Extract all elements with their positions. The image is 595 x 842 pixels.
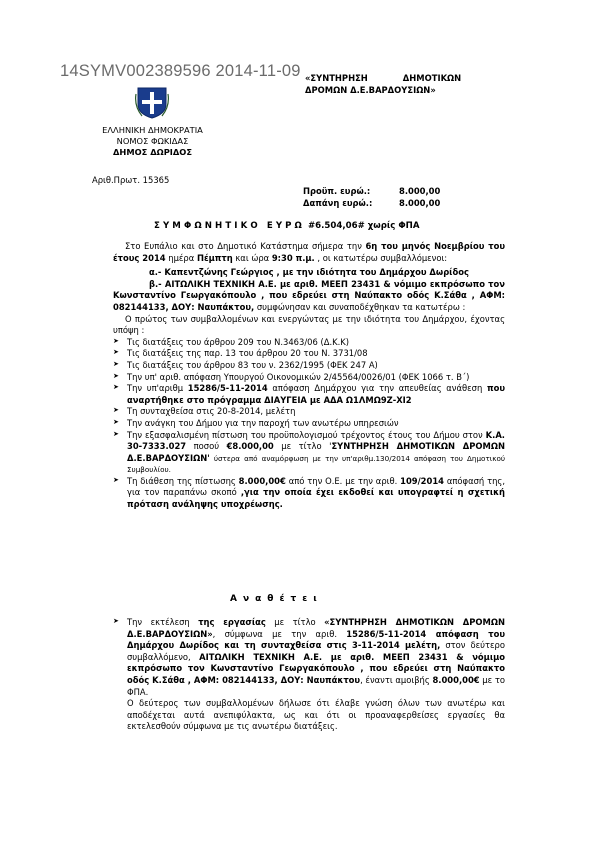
list-item-text: Την εξασφαλισμένη πίστωση του προϋπολογισμού τρέχοντος έτους του Δήμου στον: [127, 429, 486, 440]
assign-text: στον δεύτερο συμβαλλόμενο,: [127, 640, 505, 662]
list-item-text: με τίτλο ': [273, 441, 332, 452]
list-item-text: Τη συνταχθείσα στις 20-8-2014, μελέτη: [127, 406, 296, 417]
closing-paragraph: Ο δεύτερος των συμβαλλομένων δήλωσε ότι έλαβε γνώση όλων των ανωτέρω και αποδέχεται αυτά ανεπιφύλακτα, ως και ότι οι προαναφερθείσες εργασίες θα εκτελεσθούν σύμφωνα με τις ανωτέρω διατάξεις.: [127, 698, 505, 732]
budget-code: Κ.Α. 30-7333.027: [127, 429, 505, 452]
arrow-bullet-icon: ➤: [113, 348, 119, 357]
protocol-number: Αριθ.Πρωτ. 15365: [92, 175, 170, 185]
assign-text: με το ΦΠΑ.: [127, 674, 505, 697]
list-item: [113, 476, 505, 511]
list-item: [113, 348, 505, 360]
party-b: [113, 279, 505, 314]
intro-text: και ώρα: [232, 252, 272, 263]
intro-time: 9:30 π.μ.: [271, 252, 315, 263]
issuer-block: [60, 125, 245, 159]
project-title-block: [305, 73, 510, 97]
document-title: [154, 221, 420, 233]
intro-paragraph: [113, 241, 505, 264]
issuer-line: ΔΗΜΟΣ ΔΩΡΙΔΟΣ: [112, 147, 192, 158]
budget-value: 8.000,00: [399, 197, 441, 208]
list-item-text: Τις διατάξεις του άρθρου 209 του Ν.3463/06 (Δ.Κ.Κ): [127, 336, 350, 347]
list-item-text: Τη διάθεση της πίστωσης: [127, 475, 239, 486]
intro-text: ημέρα: [165, 252, 197, 263]
list-item-text: ποσού: [186, 441, 227, 452]
contractor-details: ΑΙΤΩΛΙΚΗ ΤΕΧΝΙΚΗ Α.Ε. με αριθ. ΜΕΕΠ 23431 & νόμιμο εκπρόσωπο τον Κωνσταντίνο Γεωργακόπουλο , που εδρεύει στη Ναύπακτο οδός Κ.Σάθα , ΑΦΜ: 082144133, ΔΟΥ: Ναυπάκτου: [127, 651, 505, 685]
budget-label: Προϋπ. ευρώ.:: [303, 186, 371, 196]
arrow-bullet-icon: ➤: [113, 617, 119, 625]
arrow-bullet-icon: ➤: [113, 417, 119, 426]
project-name: ΣΥΝΤΗΡΗΣΗ ΔΗΜΟΤΙΚΩΝ ΔΡΟΜΩΝ Δ.Ε.ΒΑΡΔΟΥΣΙΩΝ': [127, 441, 505, 463]
list-item: [113, 383, 505, 406]
first-party-paragraph: Ο πρώτος των συμβαλλομένων και ενεργώντας με την ιδιότητα του Δημάρχου, έχοντας υπόψη :: [113, 313, 505, 336]
assign-text: , σύμφωνα με την αριθ.: [212, 628, 347, 639]
intro-text: , οι κατωτέρω συμβαλλόμενοι:: [314, 252, 448, 263]
issuer-line: ΕΛΛΗΝΙΚΗ ΔΗΜΟΚΡΑΤΙΑ: [102, 125, 203, 135]
title-amount: #6.504,06# χωρίς ΦΠΑ: [304, 221, 420, 231]
intro-weekday: Πέμπτη: [196, 252, 233, 263]
list-item-text: Την ανάγκη του Δήμου για την παροχή των ανωτέρω υπηρεσιών: [127, 417, 399, 428]
project-name: «ΣΥΝΤΗΡΗΣΗ ΔΗΜΟΤΙΚΩΝ ΔΡΟΜΩΝ Δ.Ε.ΒΑΡΔΟΥΣΙΩΝ»: [127, 617, 505, 639]
arrow-bullet-icon: ➤: [113, 359, 119, 368]
commitment-note: ,για την οποία έχει εκδοθεί και υπογραφτεί η σχετική πρόταση ανάληψης υποχρέωσης.: [127, 487, 505, 510]
considerations-list: [113, 337, 505, 511]
budget-label: Δαπάνη ευρώ.:: [303, 197, 373, 208]
arrow-bullet-icon: ➤: [113, 371, 119, 380]
assign-text: με τίτλο: [265, 617, 325, 627]
list-item-text: απόφασή της, για τον παραπάνω σκοπό: [127, 475, 506, 498]
list-item-text: Τις διατάξεις του άρθρου 83 του ν. 2362/1995 (ΦΕΚ 247 Α): [127, 359, 378, 370]
arrow-bullet-icon: ➤: [113, 336, 119, 345]
list-item: [113, 360, 505, 372]
list-item: [113, 418, 505, 430]
list-item: [113, 617, 505, 698]
list-item: [113, 430, 505, 476]
title-spaced: ΣΥΜΦΩΝΗΤΙΚΟ ΕΥΡΩ: [154, 221, 305, 231]
decision-number: 15286/5-11-2014: [187, 383, 268, 394]
decision-reference: 15286/5-11-2014 απόφαση του Δημάρχου Δωρίδος και τη συνταχθείσα στις 3-11-2014 μελέτη,: [127, 628, 505, 651]
arrow-bullet-icon: ➤: [113, 406, 119, 415]
list-item: [113, 372, 505, 384]
amount: €8.000,00: [226, 441, 274, 452]
assign-text: , έναντι αμοιβής: [360, 674, 433, 685]
party-a: α.- Καπεντζώνης Γεώργιος , με την ιδιότητα του Δημάρχου Δωρίδος: [149, 267, 469, 278]
list-item: [113, 337, 505, 349]
list-item-text: από την Ο.Ε. με την αριθ.: [285, 475, 401, 486]
fee-amount: 8.000,00€: [432, 674, 480, 685]
list-item: [113, 406, 505, 418]
assignment-body: [113, 617, 505, 733]
greek-coat-of-arms-icon: [134, 84, 170, 120]
list-item-text: ύστερα από αναμόρφωση με την υπ'αριθμ.130/2014 απόφαση του Δημοτικού Συμβουλίου.: [127, 453, 505, 475]
project-title-line: ΔΡΟΜΩΝ Δ.Ε.ΒΑΡΔΟΥΣΙΩΝ»: [305, 84, 436, 95]
party-b-prefix: β.-: [149, 278, 165, 289]
list-item-text: Την υπ' αριθ. απόφαση Υπουργού Οικονομικών 2/45564/0026/01 (ΦΕΚ 1066 τ. Β΄): [127, 371, 470, 382]
list-item-text: Τις διατάξεις της παρ. 13 του άρθρου 20 του Ν. 3731/08: [127, 348, 368, 359]
assignment-list: [113, 617, 505, 698]
arrow-bullet-icon: ➤: [113, 383, 119, 392]
issuer-line: ΝΟΜΟΣ ΦΩΚΙΔΑΣ: [116, 136, 189, 147]
budget-value: 8.000,00: [399, 186, 441, 196]
party-b-company: ΑΙΤΩΛΙΚΗ ΤΕΧΝΙΚΗ Α.Ε. με αριθ. ΜΕΕΠ 23431 & νόμιμο εκπρόσωπο τον Κωνσταντίνο Γεωργακόπουλο , που εδρεύει στη Ναύπακτο οδός Κ.Σάθα , ΑΦΜ: 082144133, ΔΟΥ: Ναυπάκτου,: [113, 278, 505, 312]
party-b-text: συμφώνησαν και συναποδέχθηκαν τα κατωτέρω :: [254, 301, 466, 312]
amount: 8.000,00€: [238, 475, 286, 486]
contract-body: [113, 241, 505, 511]
budget-table: [303, 186, 440, 210]
decision-number: 109/2014: [400, 475, 444, 486]
document-id-stamp: 14SYMV002389596 2014-11-09: [60, 62, 301, 80]
arrow-bullet-icon: ➤: [113, 429, 119, 438]
budget-row: [303, 198, 440, 210]
arrow-bullet-icon: ➤: [113, 475, 119, 484]
intro-text: Στο Ευπάλιο και στο Δημοτικό Κατάστημα σήμερα την: [125, 241, 366, 251]
assign-text-bold: της εργασίας: [198, 617, 266, 627]
assign-text: Την εκτέλεση: [127, 617, 199, 627]
intro-date: 6η του μηνός Νοεμβρίου του έτους 2014: [113, 241, 505, 263]
project-title-line: «ΣΥΝΤΗΡΗΣΗ ΔΗΜΟΤΙΚΩΝ: [305, 73, 462, 83]
list-item-text: Την υπ'αριθμ: [127, 383, 188, 394]
diavgeia-ada: που αναρτήθηκε στο πρόγραμμα ΔΙΑΥΓΕΙΑ με ΑΔΑ Ω1ΛΜΩ9Ζ-ΧΙ2: [127, 383, 505, 405]
list-item-text: απόφαση Δημάρχου για την απευθείας ανάθεση: [267, 383, 487, 394]
assigns-heading: Αναθέτει: [230, 594, 323, 604]
budget-row: [303, 186, 440, 198]
